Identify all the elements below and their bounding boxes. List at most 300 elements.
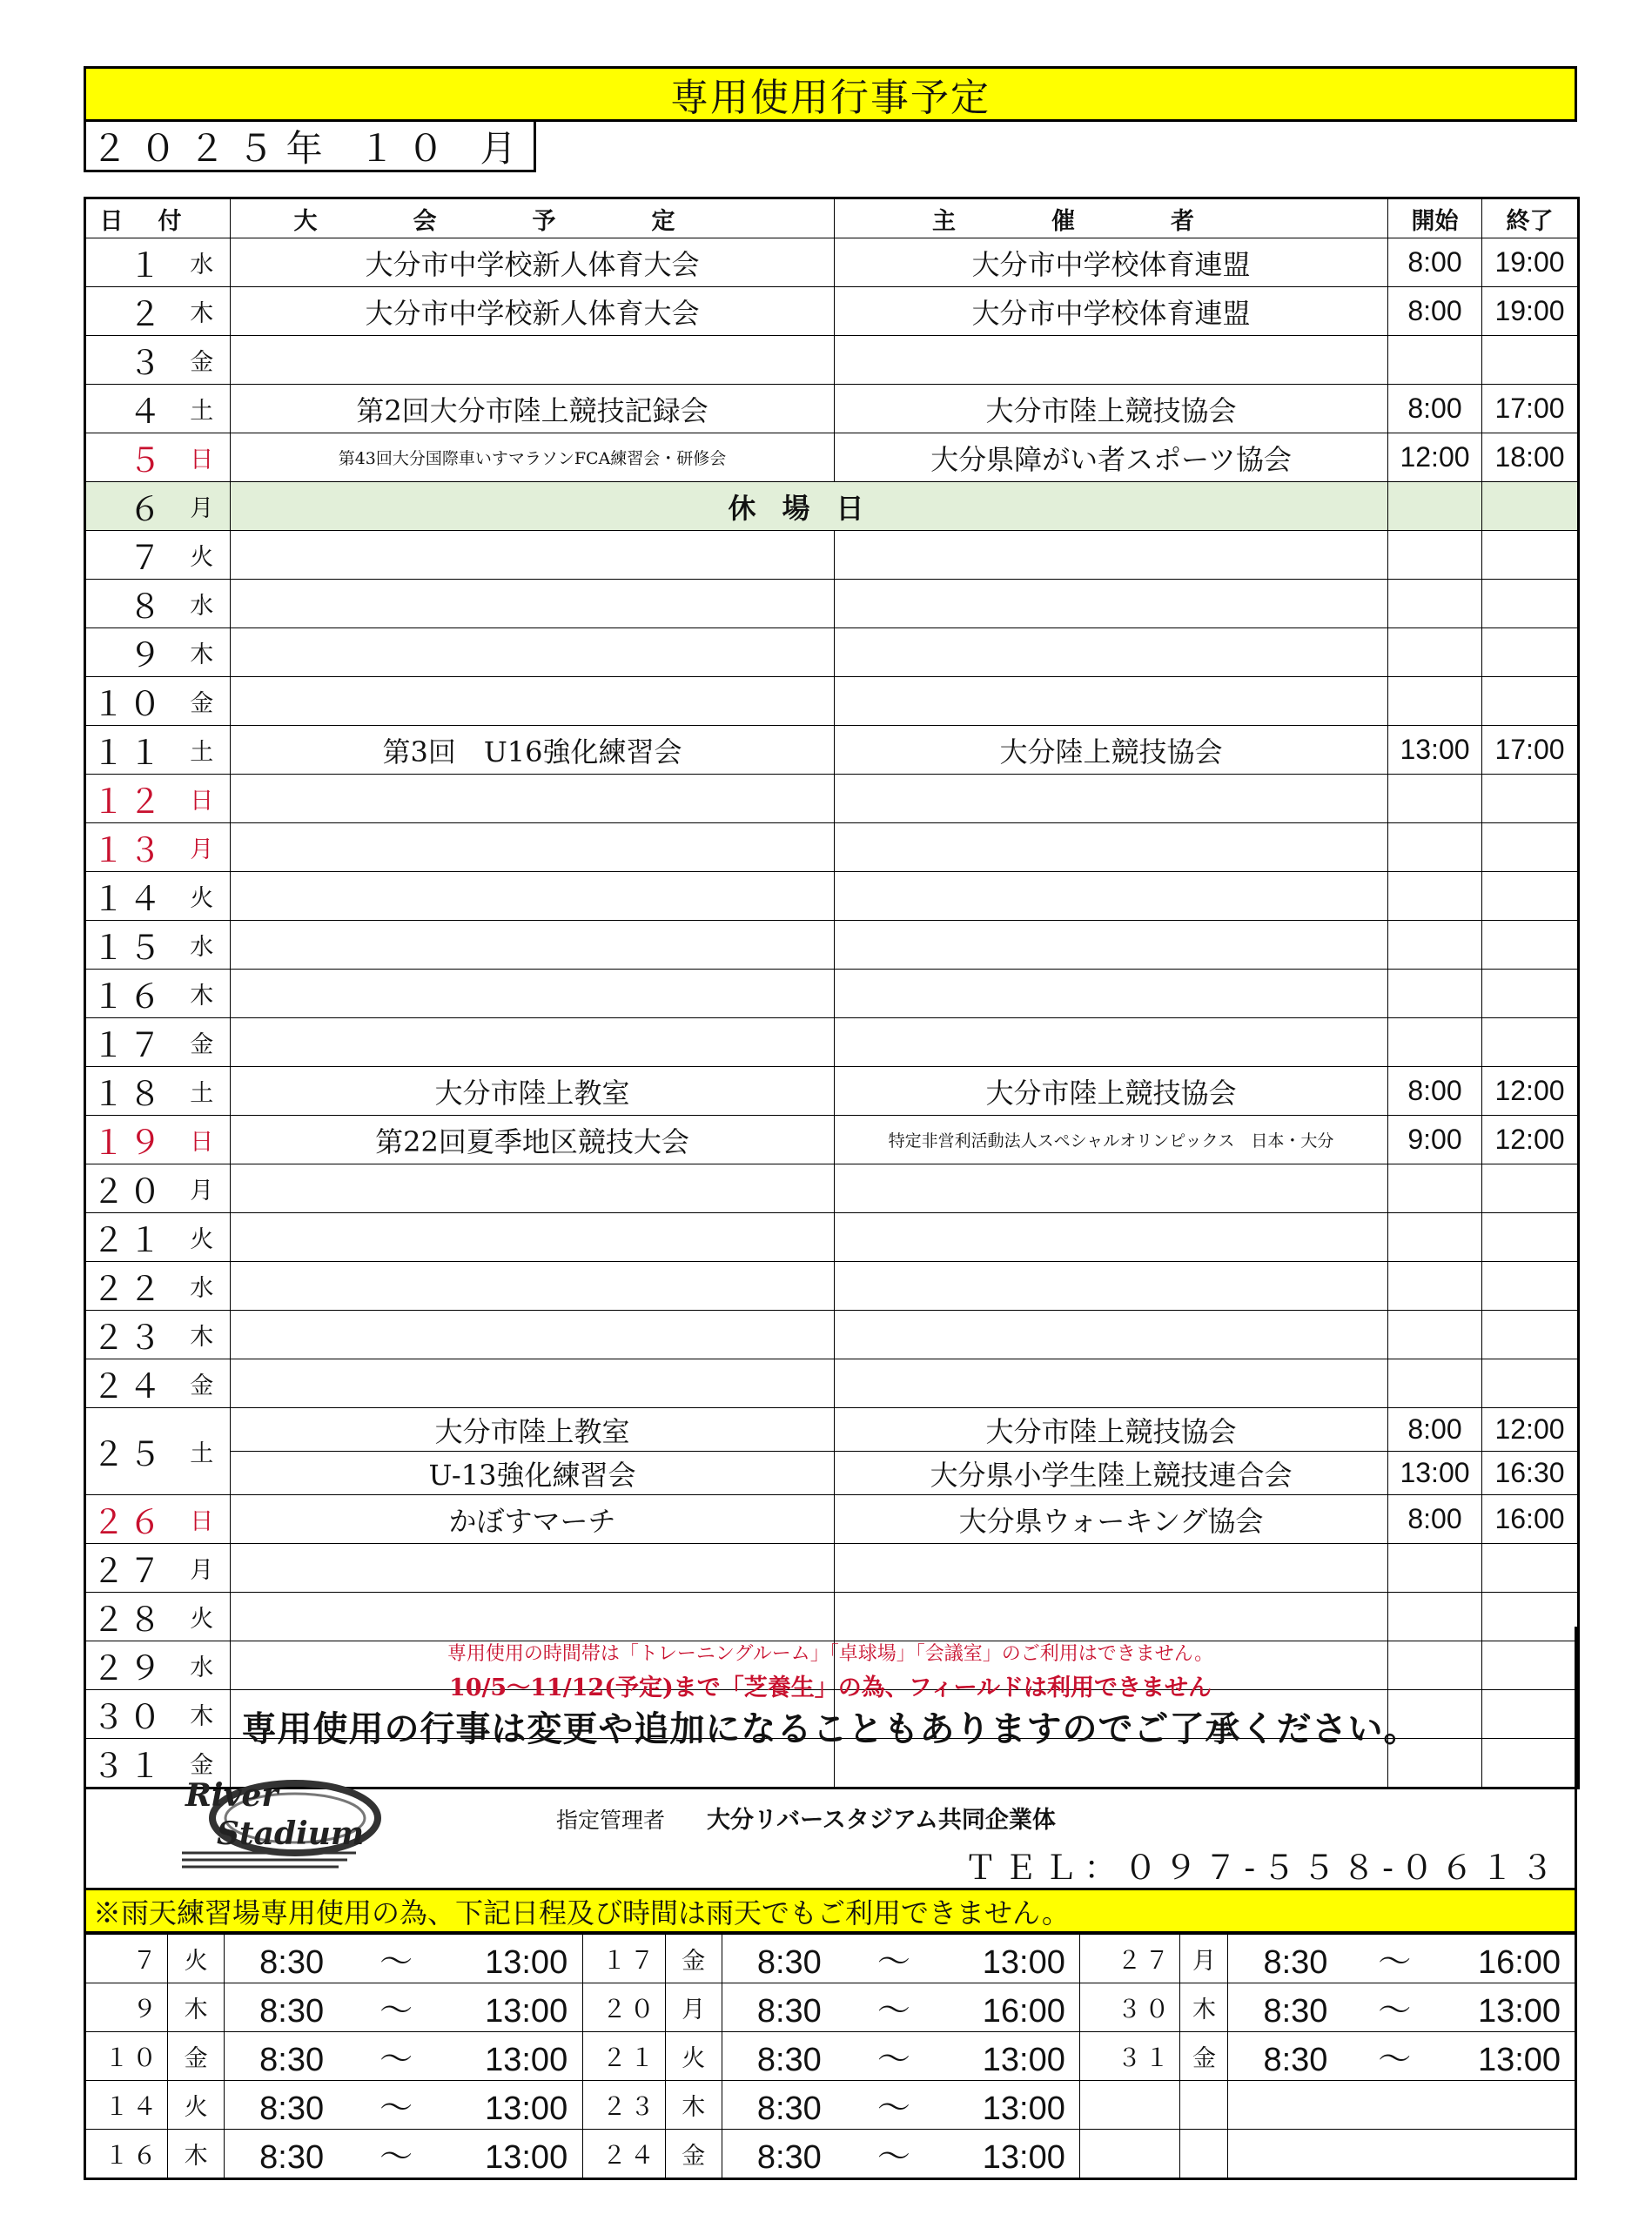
row-day: ２０ <box>85 1164 174 1213</box>
rain-day <box>1080 2130 1180 2179</box>
row-organizer: 大分県障がい者スポーツ協会 <box>835 433 1388 482</box>
notice-box <box>84 1627 1577 1890</box>
row-organizer: 大分市陸上競技協会 <box>835 385 1388 433</box>
row-end: 17:00 <box>1482 726 1579 775</box>
rain-time <box>225 2130 582 2179</box>
rain-weekday: 木 <box>1180 1983 1228 2032</box>
row-start: 8:00 <box>1388 1495 1482 1544</box>
rain-weekday: 金 <box>665 2130 722 2179</box>
row-weekday: 土 <box>174 1408 231 1495</box>
row-end <box>1482 1018 1579 1067</box>
header-end: 終了 <box>1482 198 1579 238</box>
rain-row <box>85 2130 1576 2179</box>
rain-weekday: 金 <box>665 1935 722 1983</box>
rain-start: 8:30 <box>259 1993 325 2030</box>
rain-end: 13:00 <box>485 2042 568 2078</box>
row-day: １４ <box>85 872 174 921</box>
rain-start: 8:30 <box>259 2042 325 2078</box>
schedule-row <box>85 1359 1579 1408</box>
row-end <box>1482 872 1579 921</box>
row-event: 第22回夏季地区競技大会 <box>231 1116 835 1164</box>
row-start: 9:00 <box>1388 1116 1482 1164</box>
row-organizer <box>835 970 1388 1018</box>
row-day: １９ <box>85 1116 174 1164</box>
row-start <box>1388 531 1482 580</box>
row-day: １０ <box>85 677 174 726</box>
row-weekday: 火 <box>174 531 231 580</box>
row-weekday: 日 <box>174 433 231 482</box>
row-end <box>1482 580 1579 628</box>
row-event <box>231 628 835 677</box>
row-event <box>231 1359 835 1408</box>
row-end: 16:30 <box>1482 1452 1579 1495</box>
row-start <box>1388 775 1482 823</box>
row-day: １８ <box>85 1067 174 1116</box>
rain-time <box>1228 2130 1576 2179</box>
row-day: ２３ <box>85 1311 174 1359</box>
row-event <box>231 336 835 385</box>
row-day: ６ <box>85 482 174 531</box>
row-weekday: 月 <box>174 482 231 531</box>
schedule-row <box>85 775 1579 823</box>
rain-weekday <box>1180 2081 1228 2130</box>
row-organizer <box>835 1311 1388 1359</box>
row-event <box>231 531 835 580</box>
rain-end: 13:00 <box>485 1944 568 1981</box>
river-stadium-logo <box>182 1766 382 1870</box>
rain-end: 13:00 <box>485 2139 568 2176</box>
row-organizer: 特定非営利活動法人スペシャルオリンピックス 日本・大分 <box>835 1116 1388 1164</box>
notice-field-closure: 10/5～11/12(予定)まで「芝養生」の為、フィールドは利用できません <box>448 1674 1212 1701</box>
row-day: ２９ <box>85 1641 174 1690</box>
row-day: ２５ <box>85 1408 174 1495</box>
row-organizer <box>835 1213 1388 1262</box>
row-start: 8:00 <box>1388 238 1482 287</box>
rain-tilde: ～ <box>876 2042 910 2078</box>
schedule-row <box>85 1544 1579 1593</box>
rain-end: 13:00 <box>1477 2042 1561 2078</box>
row-organizer <box>835 1359 1388 1408</box>
row-event: 大分市中学校新人体育大会 <box>231 238 835 287</box>
row-start <box>1388 1262 1482 1311</box>
row-weekday: 金 <box>174 1018 231 1067</box>
row-day: ３０ <box>85 1690 174 1739</box>
row-end <box>1482 1359 1579 1408</box>
tel-number: ＴＥＬ：０９７-５５８-０６１３ <box>964 1849 1561 1887</box>
rain-tilde: ～ <box>876 1993 910 2030</box>
row-start <box>1388 1544 1482 1593</box>
row-organizer: 大分県ウォーキング協会 <box>835 1495 1388 1544</box>
row-start: 13:00 <box>1388 1452 1482 1495</box>
row-event: U-13強化練習会 <box>231 1452 835 1495</box>
schedule-row <box>85 872 1579 921</box>
row-weekday: 金 <box>174 677 231 726</box>
schedule-row <box>85 1116 1579 1164</box>
row-end <box>1482 531 1579 580</box>
rain-day: ２４ <box>582 2130 665 2179</box>
row-weekday: 水 <box>174 580 231 628</box>
rain-end: 13:00 <box>982 2139 1065 2176</box>
row-start: 8:00 <box>1388 1408 1482 1452</box>
row-weekday: 火 <box>174 1593 231 1641</box>
rain-day: ２７ <box>1080 1935 1180 1983</box>
rain-table <box>84 1934 1577 2180</box>
schedule-row <box>85 238 1579 287</box>
row-organizer <box>835 823 1388 872</box>
row-start <box>1388 1311 1482 1359</box>
row-event: 第2回大分市陸上競技記録会 <box>231 385 835 433</box>
schedule-row <box>85 726 1579 775</box>
row-event <box>231 1164 835 1213</box>
rain-start: 8:30 <box>259 1944 325 1981</box>
rain-tilde: ～ <box>1378 1944 1412 1981</box>
row-start <box>1388 1213 1482 1262</box>
schedule-row <box>85 1067 1579 1116</box>
schedule-row <box>85 336 1579 385</box>
row-start <box>1388 970 1482 1018</box>
schedule-header-row <box>85 198 1579 238</box>
schedule-row <box>85 823 1579 872</box>
manager-line <box>556 1801 1056 1835</box>
logo-text-stadium: Stadium <box>217 1815 365 1852</box>
row-weekday: 水 <box>174 1262 231 1311</box>
rain-end: 13:00 <box>982 1944 1065 1981</box>
rain-weekday: 木 <box>168 2130 225 2179</box>
row-day: １１ <box>85 726 174 775</box>
rain-day: ２０ <box>582 1983 665 2032</box>
row-end <box>1482 1213 1579 1262</box>
row-organizer <box>835 775 1388 823</box>
rain-day: ２１ <box>582 2032 665 2081</box>
row-weekday: 土 <box>174 726 231 775</box>
row-weekday: 土 <box>174 385 231 433</box>
row-day: １５ <box>85 921 174 970</box>
rain-body <box>85 1935 1576 2179</box>
rain-row <box>85 2081 1576 2130</box>
schedule-row <box>85 1262 1579 1311</box>
row-weekday: 金 <box>174 1739 231 1788</box>
schedule-row <box>85 1452 1579 1495</box>
rain-end: 13:00 <box>485 1993 568 2030</box>
row-end <box>1482 1262 1579 1311</box>
row-organizer: 大分県小学生陸上競技連合会 <box>835 1452 1388 1495</box>
rain-day: １０ <box>85 2032 168 2081</box>
row-day: ９ <box>85 628 174 677</box>
row-weekday: 月 <box>174 1164 231 1213</box>
row-weekday: 火 <box>174 872 231 921</box>
row-end: 12:00 <box>1482 1067 1579 1116</box>
row-event: かぼすマーチ <box>231 1495 835 1544</box>
rain-start: 8:30 <box>756 2042 822 2078</box>
row-end <box>1482 970 1579 1018</box>
rain-weekday: 金 <box>1180 2032 1228 2081</box>
rain-time <box>1228 2081 1576 2130</box>
row-start: 12:00 <box>1388 433 1482 482</box>
schedule-row <box>85 921 1579 970</box>
row-event <box>231 775 835 823</box>
row-day: ２４ <box>85 1359 174 1408</box>
row-end: 17:00 <box>1482 385 1579 433</box>
rain-time <box>722 1935 1079 1983</box>
schedule-row <box>85 287 1579 336</box>
row-weekday: 水 <box>174 1641 231 1690</box>
rain-time <box>225 1935 582 1983</box>
schedule-row <box>85 628 1579 677</box>
rain-tilde: ～ <box>876 2090 910 2127</box>
schedule-row <box>85 1408 1579 1452</box>
row-event <box>231 677 835 726</box>
row-organizer <box>835 1164 1388 1213</box>
rain-time <box>722 2130 1079 2179</box>
row-day: ２ <box>85 287 174 336</box>
rain-day: ７ <box>85 1935 168 1983</box>
schedule-row <box>85 531 1579 580</box>
row-start <box>1388 1164 1482 1213</box>
row-organizer: 大分陸上競技協会 <box>835 726 1388 775</box>
schedule-row <box>85 385 1579 433</box>
rain-start: 8:30 <box>259 2090 325 2127</box>
notice-facility: 専用使用の時間帯は「トレーニングルーム」「卓球場」「会議室」のご利用はできません。 <box>447 1643 1214 1665</box>
row-event <box>231 823 835 872</box>
logo-text-river: River <box>185 1777 279 1814</box>
row-end: 19:00 <box>1482 287 1579 336</box>
schedule-table <box>84 197 1580 1789</box>
rain-start: 8:30 <box>1263 2042 1328 2078</box>
rain-start: 8:30 <box>756 1944 822 1981</box>
header-start: 開始 <box>1388 198 1482 238</box>
row-end <box>1482 1311 1579 1359</box>
row-start <box>1388 677 1482 726</box>
header-organizer: 主催者 <box>835 198 1388 238</box>
schedule-row <box>85 1164 1579 1213</box>
rain-start: 8:30 <box>1263 1944 1328 1981</box>
row-organizer <box>835 1262 1388 1311</box>
row-event: 大分市中学校新人体育大会 <box>231 287 835 336</box>
row-day: ８ <box>85 580 174 628</box>
row-end <box>1482 482 1579 531</box>
row-day: ４ <box>85 385 174 433</box>
rain-day <box>1080 2081 1180 2130</box>
row-weekday: 月 <box>174 823 231 872</box>
rain-day: １６ <box>85 2130 168 2179</box>
row-organizer <box>835 628 1388 677</box>
row-organizer <box>835 1544 1388 1593</box>
row-end: 12:00 <box>1482 1116 1579 1164</box>
row-organizer <box>835 921 1388 970</box>
row-event <box>231 872 835 921</box>
row-end: 19:00 <box>1482 238 1579 287</box>
manager-name: 大分リバースタジアム共同企業体 <box>706 1807 1056 1834</box>
manager-label: 指定管理者 <box>556 1808 666 1833</box>
schedule-row <box>85 1213 1579 1262</box>
rain-end: 13:00 <box>982 2042 1065 2078</box>
rain-weekday: 月 <box>665 1983 722 2032</box>
row-event <box>231 1311 835 1359</box>
rain-time <box>1228 1935 1576 1983</box>
schedule-row <box>85 970 1579 1018</box>
row-day: ２６ <box>85 1495 174 1544</box>
row-end: 16:00 <box>1482 1495 1579 1544</box>
row-start: 8:00 <box>1388 385 1482 433</box>
row-day: １７ <box>85 1018 174 1067</box>
row-organizer <box>835 531 1388 580</box>
row-end <box>1482 336 1579 385</box>
rain-tilde: ～ <box>1378 2042 1412 2078</box>
row-start <box>1388 921 1482 970</box>
rain-time <box>225 2032 582 2081</box>
schedule-row <box>85 1495 1579 1544</box>
rain-tilde: ～ <box>379 1993 413 2030</box>
row-weekday: 日 <box>174 775 231 823</box>
row-weekday: 木 <box>174 287 231 336</box>
header-date: 日付 <box>85 198 231 238</box>
row-day: ７ <box>85 531 174 580</box>
row-end <box>1482 921 1579 970</box>
closed-label: 休場日 <box>231 482 1388 531</box>
row-event <box>231 921 835 970</box>
rain-weekday <box>1180 2130 1228 2179</box>
row-weekday: 金 <box>174 1359 231 1408</box>
rain-time <box>722 1983 1079 2032</box>
rain-day: １７ <box>582 1935 665 1983</box>
row-end <box>1482 1164 1579 1213</box>
rain-weekday: 火 <box>665 2032 722 2081</box>
row-end <box>1482 823 1579 872</box>
row-end <box>1482 628 1579 677</box>
rain-row <box>85 1935 1576 1983</box>
row-organizer: 大分市中学校体育連盟 <box>835 238 1388 287</box>
row-organizer <box>835 1018 1388 1067</box>
schedule-body <box>85 238 1579 1788</box>
rain-tilde: ～ <box>379 2139 413 2176</box>
rain-end: 13:00 <box>982 2090 1065 2127</box>
rain-time <box>225 2081 582 2130</box>
row-start <box>1388 872 1482 921</box>
rain-start: 8:30 <box>1263 1993 1328 2030</box>
row-event <box>231 580 835 628</box>
rain-day: ９ <box>85 1983 168 2032</box>
row-weekday: 木 <box>174 1311 231 1359</box>
schedule-row <box>85 1311 1579 1359</box>
row-start <box>1388 580 1482 628</box>
row-end: 12:00 <box>1482 1408 1579 1452</box>
rain-start: 8:30 <box>756 2139 822 2176</box>
row-event <box>231 970 835 1018</box>
row-weekday: 水 <box>174 921 231 970</box>
row-day: １６ <box>85 970 174 1018</box>
row-event: 大分市陸上教室 <box>231 1408 835 1452</box>
rain-day: ３１ <box>1080 2032 1180 2081</box>
schedule-row <box>85 433 1579 482</box>
row-event <box>231 1544 835 1593</box>
row-organizer <box>835 580 1388 628</box>
rain-weekday: 木 <box>665 2081 722 2130</box>
rain-start: 8:30 <box>756 1993 822 2030</box>
row-organizer: 大分市中学校体育連盟 <box>835 287 1388 336</box>
row-day: ５ <box>85 433 174 482</box>
row-day: ３ <box>85 336 174 385</box>
rain-tilde: ～ <box>379 1944 413 1981</box>
month-label: ２０２５年 １０ 月 <box>84 122 536 172</box>
notice-change: 専用使用の行事は変更や追加になることもありますのでご了承ください。 <box>241 1708 1420 1749</box>
rain-tilde: ～ <box>1378 1993 1412 2030</box>
rain-weekday: 火 <box>168 2081 225 2130</box>
row-end: 18:00 <box>1482 433 1579 482</box>
row-day: １ <box>85 238 174 287</box>
row-weekday: 日 <box>174 1495 231 1544</box>
row-day: １３ <box>85 823 174 872</box>
schedule-row <box>85 677 1579 726</box>
row-weekday: 木 <box>174 1690 231 1739</box>
rain-time <box>722 2081 1079 2130</box>
schedule-row <box>85 1018 1579 1067</box>
row-start: 8:00 <box>1388 287 1482 336</box>
row-start <box>1388 336 1482 385</box>
row-event: 第43回大分国際車いすマラソンFCA練習会・研修会 <box>231 433 835 482</box>
row-day: ３１ <box>85 1739 174 1788</box>
row-weekday: 木 <box>174 970 231 1018</box>
rain-time <box>225 1983 582 2032</box>
row-start <box>1388 482 1482 531</box>
row-start <box>1388 1359 1482 1408</box>
row-organizer <box>835 872 1388 921</box>
rain-tilde: ～ <box>379 2042 413 2078</box>
rain-time <box>1228 2032 1576 2081</box>
row-day: ２８ <box>85 1593 174 1641</box>
rain-row <box>85 2032 1576 2081</box>
row-organizer: 大分市陸上競技協会 <box>835 1067 1388 1116</box>
row-start: 13:00 <box>1388 726 1482 775</box>
row-weekday: 土 <box>174 1067 231 1116</box>
row-day: ２１ <box>85 1213 174 1262</box>
rain-day: ２３ <box>582 2081 665 2130</box>
rain-day: １４ <box>85 2081 168 2130</box>
rain-end: 16:00 <box>982 1993 1065 2030</box>
row-event <box>231 1213 835 1262</box>
row-end <box>1482 677 1579 726</box>
row-start <box>1388 628 1482 677</box>
row-event <box>231 1018 835 1067</box>
row-day: ２２ <box>85 1262 174 1311</box>
rain-tilde: ～ <box>379 2090 413 2127</box>
rain-start: 8:30 <box>259 2139 325 2176</box>
row-weekday: 月 <box>174 1544 231 1593</box>
rain-notice: ※雨天練習場専用使用の為、下記日程及び時間は雨天でもご利用できません。 <box>84 1890 1577 1934</box>
row-weekday: 水 <box>174 238 231 287</box>
header-event: 大会予定 <box>231 198 835 238</box>
rain-day: ３０ <box>1080 1983 1180 2032</box>
rain-end: 13:00 <box>485 2090 568 2127</box>
row-event <box>231 1262 835 1311</box>
row-organizer: 大分市陸上競技協会 <box>835 1408 1388 1452</box>
rain-weekday: 木 <box>168 1983 225 2032</box>
row-weekday: 日 <box>174 1116 231 1164</box>
rain-time <box>1228 1983 1576 2032</box>
rain-end: 13:00 <box>1477 1993 1561 2030</box>
row-end <box>1482 1544 1579 1593</box>
rain-row <box>85 1983 1576 2032</box>
rain-tilde: ～ <box>876 2139 910 2176</box>
row-start: 8:00 <box>1388 1067 1482 1116</box>
rain-tilde: ～ <box>876 1944 910 1981</box>
row-start <box>1388 823 1482 872</box>
row-organizer <box>835 677 1388 726</box>
row-weekday: 木 <box>174 628 231 677</box>
row-weekday: 火 <box>174 1213 231 1262</box>
page-title: 専用使用行事予定 <box>84 66 1577 122</box>
schedule-row <box>85 482 1579 531</box>
rain-weekday: 月 <box>1180 1935 1228 1983</box>
